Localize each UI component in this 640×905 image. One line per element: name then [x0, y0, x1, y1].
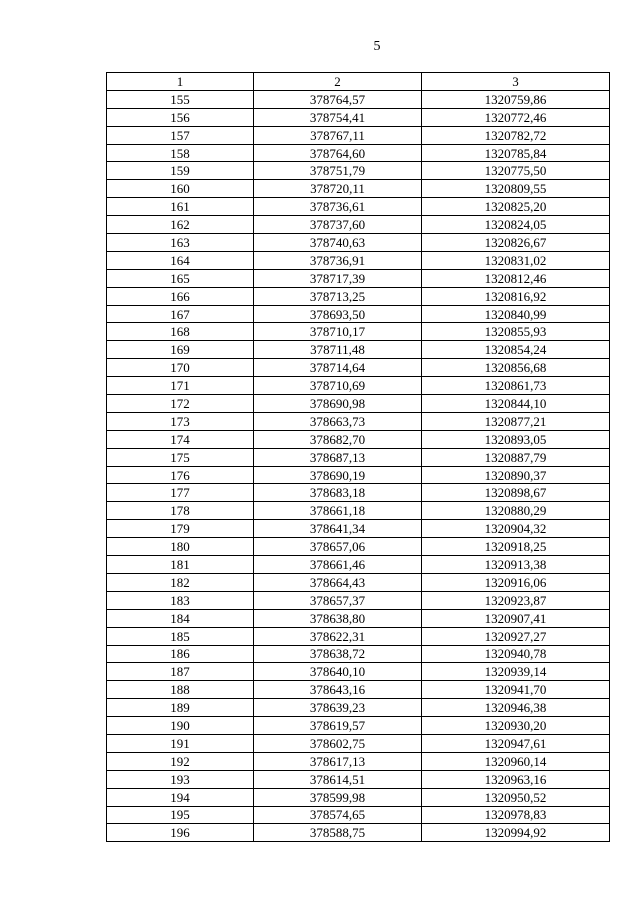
x-coordinate-cell: 378661,46 [254, 556, 422, 574]
y-coordinate-cell: 1320772,46 [422, 108, 610, 126]
point-number-cell: 188 [107, 681, 254, 699]
x-coordinate-cell: 378751,79 [254, 162, 422, 180]
x-coordinate-cell: 378767,11 [254, 126, 422, 144]
x-coordinate-cell: 378682,70 [254, 430, 422, 448]
x-coordinate-cell: 378690,19 [254, 466, 422, 484]
y-coordinate-cell: 1320930,20 [422, 717, 610, 735]
column-header: 3 [422, 73, 610, 91]
table-row [107, 448, 610, 466]
x-coordinate-cell: 378599,98 [254, 788, 422, 806]
table-row [107, 430, 610, 448]
x-coordinate-cell: 378602,75 [254, 734, 422, 752]
point-number-cell: 190 [107, 717, 254, 735]
column-header: 2 [254, 73, 422, 91]
x-coordinate-cell: 378713,25 [254, 287, 422, 305]
table-row [107, 395, 610, 413]
point-number-cell: 179 [107, 520, 254, 538]
y-coordinate-cell: 1320840,99 [422, 305, 610, 323]
point-number-cell: 180 [107, 538, 254, 556]
x-coordinate-cell: 378754,41 [254, 108, 422, 126]
table-row [107, 412, 610, 430]
table-row [107, 824, 610, 842]
y-coordinate-cell: 1320913,38 [422, 556, 610, 574]
point-number-cell: 171 [107, 377, 254, 395]
table-row [107, 323, 610, 341]
table-row [107, 788, 610, 806]
table-body [107, 73, 610, 842]
y-coordinate-cell: 1320893,05 [422, 430, 610, 448]
point-number-cell: 165 [107, 269, 254, 287]
point-number-cell: 159 [107, 162, 254, 180]
coordinates-table [106, 72, 610, 842]
table-row [107, 198, 610, 216]
table-row [107, 663, 610, 681]
point-number-cell: 185 [107, 627, 254, 645]
table-row [107, 180, 610, 198]
y-coordinate-cell: 1320960,14 [422, 752, 610, 770]
point-number-cell: 178 [107, 502, 254, 520]
point-number-cell: 170 [107, 359, 254, 377]
y-coordinate-cell: 1320947,61 [422, 734, 610, 752]
point-number-cell: 166 [107, 287, 254, 305]
y-coordinate-cell: 1320918,25 [422, 538, 610, 556]
point-number-cell: 186 [107, 645, 254, 663]
table-row [107, 770, 610, 788]
table-row [107, 359, 610, 377]
table-row [107, 216, 610, 234]
point-number-cell: 184 [107, 609, 254, 627]
x-coordinate-cell: 378693,50 [254, 305, 422, 323]
x-coordinate-cell: 378711,48 [254, 341, 422, 359]
y-coordinate-cell: 1320775,50 [422, 162, 610, 180]
table-row [107, 502, 610, 520]
x-coordinate-cell: 378690,98 [254, 395, 422, 413]
x-coordinate-cell: 378588,75 [254, 824, 422, 842]
point-number-cell: 177 [107, 484, 254, 502]
y-coordinate-cell: 1320941,70 [422, 681, 610, 699]
x-coordinate-cell: 378661,18 [254, 502, 422, 520]
point-number-cell: 182 [107, 573, 254, 591]
table-row [107, 126, 610, 144]
x-coordinate-cell: 378640,10 [254, 663, 422, 681]
x-coordinate-cell: 378641,34 [254, 520, 422, 538]
table-row [107, 305, 610, 323]
y-coordinate-cell: 1320856,68 [422, 359, 610, 377]
table-row [107, 627, 610, 645]
x-coordinate-cell: 378663,73 [254, 412, 422, 430]
table-row [107, 484, 610, 502]
y-coordinate-cell: 1320782,72 [422, 126, 610, 144]
table-row [107, 645, 610, 663]
table-row [107, 717, 610, 735]
x-coordinate-cell: 378614,51 [254, 770, 422, 788]
y-coordinate-cell: 1320816,92 [422, 287, 610, 305]
y-coordinate-cell: 1320916,06 [422, 573, 610, 591]
y-coordinate-cell: 1320877,21 [422, 412, 610, 430]
table-row [107, 234, 610, 252]
table-header-row [107, 73, 610, 91]
y-coordinate-cell: 1320904,32 [422, 520, 610, 538]
x-coordinate-cell: 378764,57 [254, 90, 422, 108]
y-coordinate-cell: 1320907,41 [422, 609, 610, 627]
y-coordinate-cell: 1320825,20 [422, 198, 610, 216]
point-number-cell: 181 [107, 556, 254, 574]
table-row [107, 752, 610, 770]
point-number-cell: 157 [107, 126, 254, 144]
x-coordinate-cell: 378710,17 [254, 323, 422, 341]
table-row [107, 269, 610, 287]
y-coordinate-cell: 1320963,16 [422, 770, 610, 788]
y-coordinate-cell: 1320890,37 [422, 466, 610, 484]
point-number-cell: 192 [107, 752, 254, 770]
point-number-cell: 174 [107, 430, 254, 448]
x-coordinate-cell: 378683,18 [254, 484, 422, 502]
table-row [107, 556, 610, 574]
table-row [107, 144, 610, 162]
table-row [107, 377, 610, 395]
point-number-cell: 194 [107, 788, 254, 806]
point-number-cell: 175 [107, 448, 254, 466]
y-coordinate-cell: 1320759,86 [422, 90, 610, 108]
y-coordinate-cell: 1320939,14 [422, 663, 610, 681]
x-coordinate-cell: 378740,63 [254, 234, 422, 252]
table-row [107, 90, 610, 108]
table-row [107, 251, 610, 269]
x-coordinate-cell: 378638,72 [254, 645, 422, 663]
point-number-cell: 172 [107, 395, 254, 413]
point-number-cell: 189 [107, 699, 254, 717]
y-coordinate-cell: 1320826,67 [422, 234, 610, 252]
point-number-cell: 162 [107, 216, 254, 234]
point-number-cell: 196 [107, 824, 254, 842]
y-coordinate-cell: 1320824,05 [422, 216, 610, 234]
point-number-cell: 193 [107, 770, 254, 788]
table-row [107, 108, 610, 126]
x-coordinate-cell: 378710,69 [254, 377, 422, 395]
y-coordinate-cell: 1320898,67 [422, 484, 610, 502]
table-row [107, 520, 610, 538]
y-coordinate-cell: 1320855,93 [422, 323, 610, 341]
point-number-cell: 161 [107, 198, 254, 216]
x-coordinate-cell: 378622,31 [254, 627, 422, 645]
table-row [107, 287, 610, 305]
y-coordinate-cell: 1320785,84 [422, 144, 610, 162]
table-row [107, 341, 610, 359]
point-number-cell: 169 [107, 341, 254, 359]
column-header: 1 [107, 73, 254, 91]
y-coordinate-cell: 1320978,83 [422, 806, 610, 824]
point-number-cell: 176 [107, 466, 254, 484]
point-number-cell: 173 [107, 412, 254, 430]
table-row [107, 466, 610, 484]
x-coordinate-cell: 378737,60 [254, 216, 422, 234]
x-coordinate-cell: 378657,37 [254, 591, 422, 609]
y-coordinate-cell: 1320994,92 [422, 824, 610, 842]
y-coordinate-cell: 1320946,38 [422, 699, 610, 717]
y-coordinate-cell: 1320923,87 [422, 591, 610, 609]
point-number-cell: 163 [107, 234, 254, 252]
y-coordinate-cell: 1320809,55 [422, 180, 610, 198]
point-number-cell: 164 [107, 251, 254, 269]
table-row [107, 609, 610, 627]
table-row [107, 162, 610, 180]
x-coordinate-cell: 378736,91 [254, 251, 422, 269]
x-coordinate-cell: 378639,23 [254, 699, 422, 717]
x-coordinate-cell: 378764,60 [254, 144, 422, 162]
x-coordinate-cell: 378720,11 [254, 180, 422, 198]
point-number-cell: 158 [107, 144, 254, 162]
x-coordinate-cell: 378736,61 [254, 198, 422, 216]
x-coordinate-cell: 378643,16 [254, 681, 422, 699]
x-coordinate-cell: 378638,80 [254, 609, 422, 627]
x-coordinate-cell: 378617,13 [254, 752, 422, 770]
x-coordinate-cell: 378714,64 [254, 359, 422, 377]
y-coordinate-cell: 1320927,27 [422, 627, 610, 645]
table-row [107, 699, 610, 717]
y-coordinate-cell: 1320880,29 [422, 502, 610, 520]
table-row [107, 538, 610, 556]
point-number-cell: 155 [107, 90, 254, 108]
page-number: 5 [373, 39, 381, 54]
y-coordinate-cell: 1320940,78 [422, 645, 610, 663]
table-row [107, 806, 610, 824]
point-number-cell: 167 [107, 305, 254, 323]
point-number-cell: 183 [107, 591, 254, 609]
point-number-cell: 168 [107, 323, 254, 341]
x-coordinate-cell: 378657,06 [254, 538, 422, 556]
y-coordinate-cell: 1320854,24 [422, 341, 610, 359]
x-coordinate-cell: 378574,65 [254, 806, 422, 824]
table-row [107, 734, 610, 752]
x-coordinate-cell: 378687,13 [254, 448, 422, 466]
point-number-cell: 191 [107, 734, 254, 752]
x-coordinate-cell: 378717,39 [254, 269, 422, 287]
y-coordinate-cell: 1320812,46 [422, 269, 610, 287]
table-row [107, 681, 610, 699]
y-coordinate-cell: 1320950,52 [422, 788, 610, 806]
y-coordinate-cell: 1320844,10 [422, 395, 610, 413]
table-row [107, 591, 610, 609]
point-number-cell: 187 [107, 663, 254, 681]
point-number-cell: 160 [107, 180, 254, 198]
point-number-cell: 156 [107, 108, 254, 126]
x-coordinate-cell: 378664,43 [254, 573, 422, 591]
table-row [107, 573, 610, 591]
point-number-cell: 195 [107, 806, 254, 824]
y-coordinate-cell: 1320887,79 [422, 448, 610, 466]
y-coordinate-cell: 1320831,02 [422, 251, 610, 269]
x-coordinate-cell: 378619,57 [254, 717, 422, 735]
y-coordinate-cell: 1320861,73 [422, 377, 610, 395]
